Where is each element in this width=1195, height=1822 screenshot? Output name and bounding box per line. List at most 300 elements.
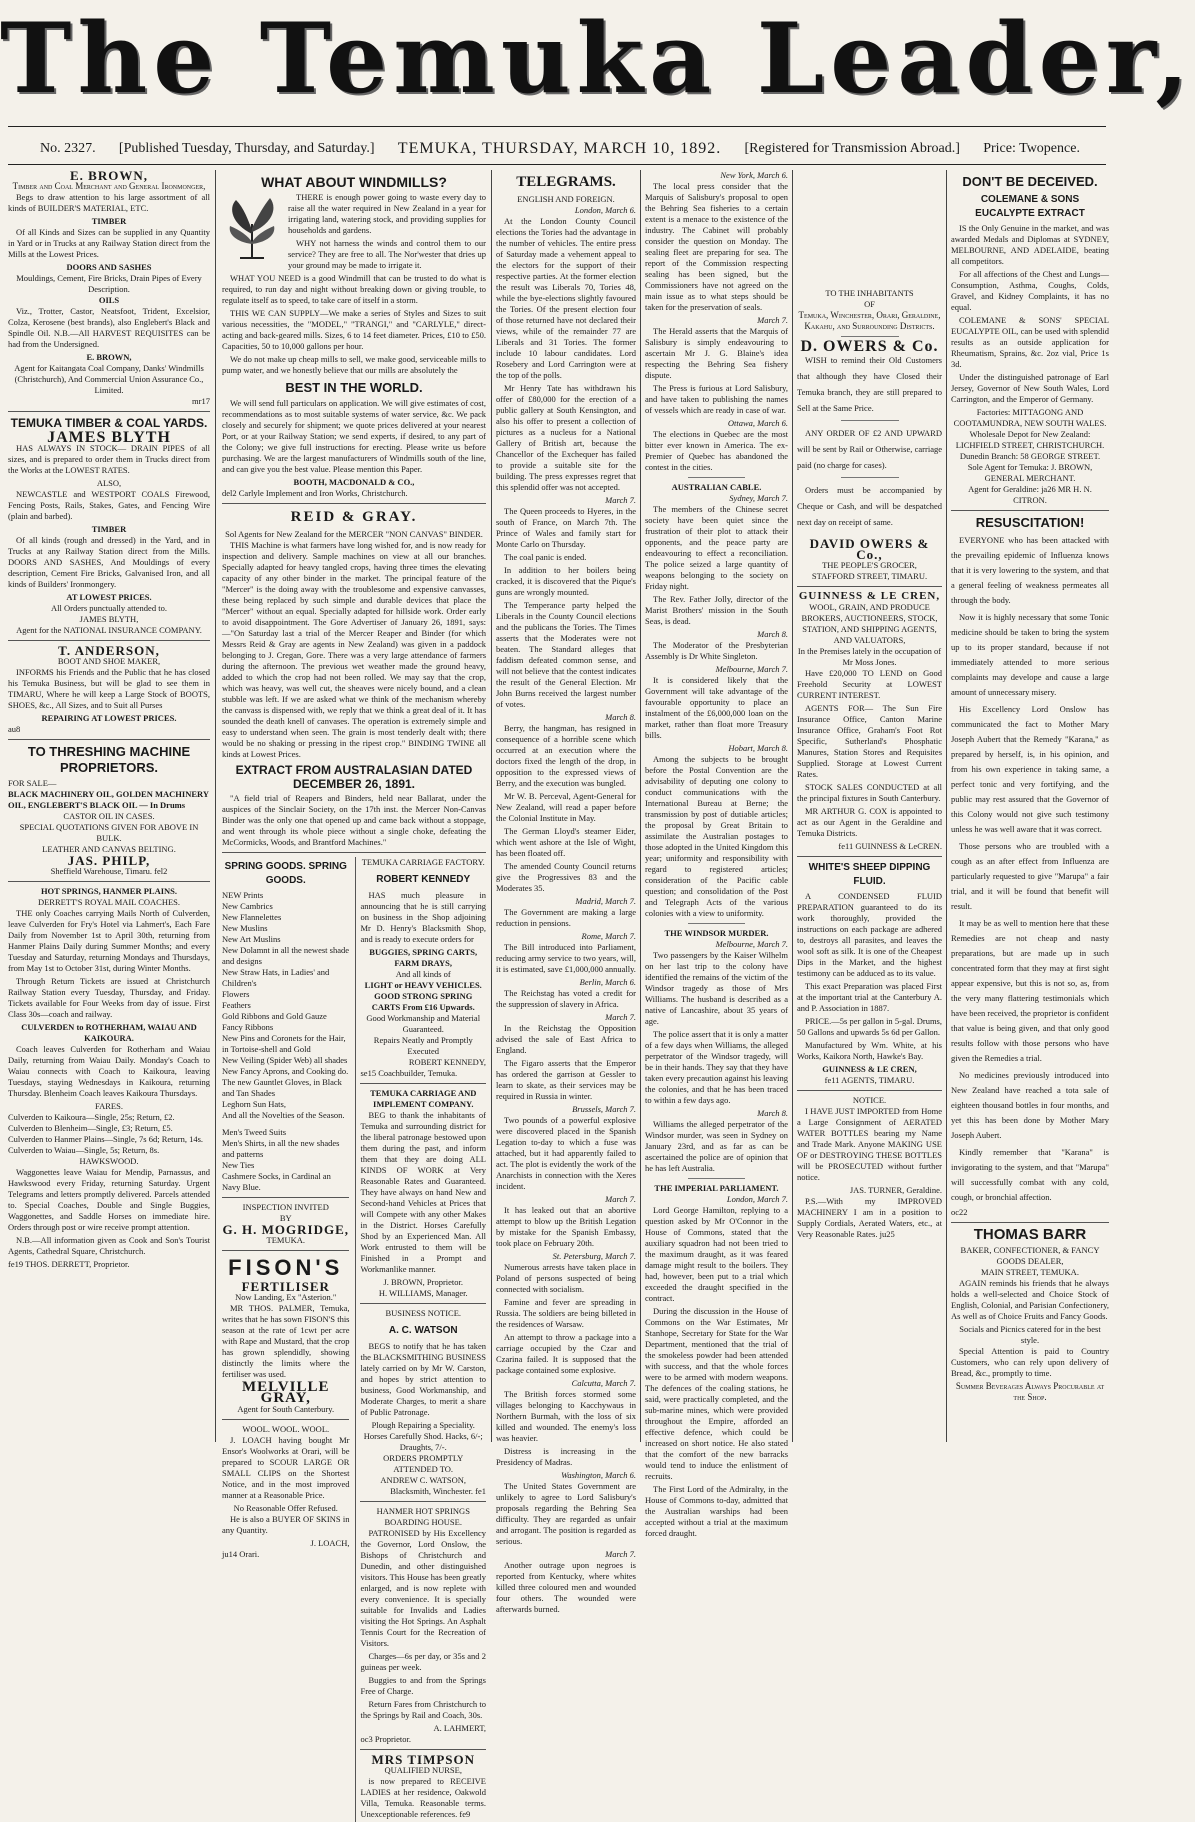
barr-text: AGAIN reminds his friends that he always holds a well-selected and Choice Stock of English, Colonial, and Parisian Confectionery, As well as of Choice Fruits and Fancy Goods. <box>951 1278 1109 1321</box>
guinness-agents: AGENTS FOR— The Sun Fire Insurance Office, Canton Marine Insurance Office, Graham's Foot Rot Specific, Sutherland's Phosphatic Manures, Station Stores and Requisites Supplied. Storage at Lowest Current Rates. <box>797 703 942 779</box>
brown-oils-text: Viz., Trotter, Castor, Neatsfoot, Trident, Excelsior, Colza, Kerosene (best brands), also Englebert's Black and Spindle Oil. N.B.—All HARVEST REQUISITES can be had from the Undersigned. <box>8 306 210 349</box>
blyth-also: ALSO, <box>96 478 122 488</box>
springs-fare: Culverden to Waiau—Single, 5s; Return, 8s. <box>8 1145 160 1155</box>
telegram-dateline: March 7. <box>605 1194 636 1204</box>
timpson-text: is now prepared to RECEIVE LADIES at her residence, Oakwold Villa, Temuka. Reasonable terms. Unexceptionable references. fe9 <box>360 1776 486 1819</box>
masthead-title: The Temuka Leader, <box>0 2 1195 115</box>
watson-role: Blacksmith, Winchester. fe1 <box>390 1486 486 1496</box>
cable-dateline: Melbourne, March 7. <box>715 939 788 949</box>
resus-paragraph: Now it is highly necessary that some Tonic medicine should be taken to bring the system up to its proper standard, because if not immediately attended to more serious complaints may develope and cause a large amount of unnecessary misery. <box>951 612 1109 697</box>
brown-subtitle: Timber and Coal Merchant and General Ironmonger, <box>12 181 206 191</box>
windmills-why: WHY not harness the winds and control them to our service? They are free to all. The Nor'wester that dries up your ground may be made to irrigate it. <box>288 238 486 270</box>
springs-hawkswood-heading: HAWKSWOOD. <box>79 1156 139 1166</box>
watson-signature: ANDREW C. WATSON, <box>380 1475 467 1485</box>
separator <box>8 739 210 740</box>
windmills-best: BEST IN THE WORLD. <box>285 380 423 395</box>
threshing-special: SPECIAL QUOTATIONS GIVEN FOR ABOVE IN BULK. <box>19 822 199 843</box>
resus-paragraph: Kindly remember that "Karana" is invigorating to the system, and that "Marupa" will successfully combat with any cold, cough, or bronchial affection. <box>951 1147 1109 1202</box>
telegram-paragraph: The Queen proceeds to Hyeres, in the south of France, on March 7th. The Prince of Wales and family start for Monte Carlo on Thursday. <box>496 506 636 549</box>
implement-sign-1: J. BROWN, Proprietor. <box>383 1277 464 1287</box>
carriage-block <box>355 857 486 1822</box>
springs-subheading: DERRETT'S ROYAL MAIL COACHES. <box>37 897 181 907</box>
melville-title: MELVILLE GRAY, <box>242 1379 330 1406</box>
fisons-landing: Now Landing, Ex "Asterion." <box>235 1292 337 1302</box>
brown-title: E. BROWN, <box>70 168 148 183</box>
telegram-paragraph: The Figaro asserts that the Emperor has ordered the garrison at Gessler to learn to skate, as their services may be required in Russia in winter. <box>496 1058 636 1101</box>
threshing-heading: TO THRESHING MACHINE PROPRIETORS. <box>27 744 191 775</box>
telegram-dateline: March 7. <box>605 1012 636 1022</box>
blyth-prices: AT LOWEST PRICES. <box>66 592 152 602</box>
wool-signature: J. LOACH, <box>310 1538 350 1548</box>
telegram-paragraph: Berry, the hangman, has resigned in consequence of a horrible scene which occurred at an execution where the doctors fixed the length of the drop, in opposition to the expressed views of Berry, and the execution was bungled. <box>496 723 636 788</box>
spring-item: New Art Muslins <box>222 934 281 944</box>
telegram-dateline: Washington, March 6. <box>561 1470 636 1480</box>
springs-nb: N.B.—All information given as Cook and Son's Tourist Agents, Cathedral Square, Christchurch. <box>8 1235 210 1256</box>
watson-heading: BUSINESS NOTICE. <box>385 1308 462 1318</box>
fisons-title: FISON'S <box>228 1255 344 1280</box>
resus-ref: oc22 <box>951 1207 968 1217</box>
hanmer-signature: A. LAHMERT, <box>433 1723 486 1733</box>
cable-paragraph: The First Lord of the Admiralty, in the House of Commons to-day, admitted that the Australian warships had been accepted without a trial at the maximum forced draught. <box>645 1484 788 1538</box>
telegram-dateline: Madrid, March 7. <box>575 896 636 906</box>
brown-signature: E. BROWN, <box>86 352 132 362</box>
telegram-paragraph: At the London County Council elections the Tories had the advantage in the number of vehicles. The entire press of Saturday made a vehement appeal to the electors for the support of their respective parties. At the former election the result was Liberals 70, Tories 48, while the bye-elections slightly favoured the Tories. Of the present election four of those returned have not declared their views, while of the remainder 77 are Liberals and 31 Tories. The former include 10 labour candidates. Lord Rosebery and Lord Carrington were at the top of the polls. <box>496 216 636 380</box>
telegram-paragraph: The British forces stormed some villages belonging to Kacchywaus in Northern Burmah, with the loss of six killed and wounded. The enemy's loss was heavier. <box>496 1389 636 1443</box>
blyth-coal: NEWCASTLE and WESTPORT COALS Firewood, Fencing Posts, Rails, Stakes, Gates, and Fencing Wire (plain and barbed). <box>8 489 210 521</box>
kennedy-text: HAS much pleasure in announcing that he is still carrying on business in the Shop adjoining Mr D. Henry's Blacksmith Shop, and is ready to execute orders for <box>360 890 486 944</box>
telegram-paragraph: Mr W. B. Perceval, Agent-General for New Zealand, will read a paper before the Colonial Institute in May. <box>496 791 636 823</box>
watson-orders: ORDERS PROMPTLY ATTENDED TO. <box>383 1453 464 1474</box>
cable-paragraph: The elections in Quebec are the most bitter ever known in America. The ex-Premier of Quebec has abandoned the contest in the cities. <box>645 429 788 472</box>
barr-socials: Socials and Picnics catered for in the best style. <box>959 1324 1101 1345</box>
windmills-p3: We will send full particulars on application. We will give estimates of cost, recommendations as to most suitable systems of water service, &c. We pack closely and securely for shipment; we quote prices delivered at your nearest Port, or at your Railway Station; we send experts, if desired, to any part of the Colony; we give full instructions for erecting. Please write us before purchasing. We are the largest manufacturers of Windmills south of the line, and can give you the best value. Please mention this Paper. <box>222 398 486 474</box>
resus-paragraph: It may be as well to mention here that these Remedies are not cheap and nasty preparations, but are made up in such concentrated form that they may at first sight appear expensive, but this is not so, as, from the very many flattering testimonials which have been received, the proprietor is confident that value is being given, and that only good results follow with those persons who have given the Remedies a trial. <box>951 918 1109 1063</box>
resus-paragraph: His Excellency Lord Onslow has communicated the fact to Mother Mary Joseph Aubert that the Remedy "Karana," as prepared by herself, is, in his opinion, and from his own experience in taking same, a perfect tonic and very fortifying, and the public may rest assured that the Governor of this Colony would not give such testimony unless he was well aware that it was correct. <box>951 704 1109 834</box>
watson-text: BEGS to notify that he has taken the BLACKSMITHING BUSINESS lately carried on by Mr W. Carston, and hopes by strict attention to business, Good Workmanship, and Moderate Charges, to merit a share of Public Patronage. <box>360 1341 486 1417</box>
barr-subtitle: BAKER, CONFECTIONER, & FANCY GOODS DEALER, <box>960 1245 1100 1266</box>
wool-heading: WOOL. WOOL. WOOL. <box>242 1424 330 1434</box>
separator <box>688 477 745 478</box>
windmills-best-note: We do not make up cheap mills to sell, we make good, serviceable mills to pump water, and we honestly believe that our mills are absolutely the <box>222 354 486 375</box>
imperial-parliament-heading: THE IMPERIAL PARLIAMENT. <box>654 1183 779 1193</box>
hanmer-charges: Charges—6s per day, or 35s and 2 guineas per week. <box>360 1651 486 1672</box>
cable-dateline: Melbourne, March 7. <box>715 664 788 674</box>
cable-dateline: Hobart, March 8. <box>728 743 788 753</box>
column-2 <box>222 170 486 1819</box>
windmills-signature-2: del2 Carlyle Implement and Iron Works, Christchurch. <box>222 488 408 498</box>
reid-heading: REID & GRAY. <box>290 509 418 525</box>
telegram-paragraph: The United States Government are unlikely to agree to Lord Salisbury's proposals regarding the Behring Sea difficulty. They are regarded as unfair and arrogant. The position is regarded as serious. <box>496 1481 636 1546</box>
separator <box>841 336 899 337</box>
cable-paragraph: The Rev. Father Jolly, director of the Marist Brothers' mission in the South Seas, is dead. <box>645 594 788 626</box>
kennedy-work: Good Workmanship and Material Guaranteed. <box>366 1013 481 1034</box>
sheep-made: Manufactured by Wm. White, at his Works, Kaikora North, Hawke's Bay. <box>797 1040 942 1061</box>
masthead <box>0 0 1195 118</box>
resus-paragraph: No medicines previously introduced into New Zealand have reached a tota sale of eighteen thousand bottles in four months, and yet this has been done by Mother Mary Joseph Aubert. <box>951 1070 1109 1140</box>
blyth-agent: Agent for the NATIONAL INSURANCE COMPANY. <box>16 625 202 635</box>
spring-item: New Dolamnt in all the newest shade and designs <box>222 945 349 966</box>
carriage-heading: TEMUKA CARRIAGE FACTORY. <box>361 857 485 867</box>
plant-illustration <box>222 194 282 260</box>
spring-men-item: Cashmere Socks, in Cardinal an Navy Blue. <box>222 1171 331 1192</box>
column-rule <box>946 170 947 1442</box>
guinness-premises: In the Premises lately in the occupation of Mr Moss Jones. <box>797 646 942 667</box>
cable-paragraph: The Herald asserts that the Marquis of Salisbury is simply endeavouring to ascertain Mr J. G. Blaine's idea respecting the Behring Sea fishery dispute. <box>645 326 788 380</box>
spring-item: New Muslins <box>222 923 268 933</box>
fisons-text: MR THOS. PALMER, Temuka, writes that he has sown FISON'S this season at the rate of 1cwt per acre with Rape and Mustard, that the crop has grown splendidly, showing distinctly the limits where the fertiliser was used. <box>222 1303 350 1379</box>
turner-ps: P.S.—With my IMPROVED MACHINERY I am in a position to Supply Cordials, Aerated Waters, etc., at Very Reasonable Rates. ju25 <box>797 1196 942 1239</box>
spring-item: New Veiling (Spider Web) all shades <box>222 1055 348 1065</box>
spring-goods-block <box>222 857 349 1822</box>
sheep-signature: GUINNESS & LE CREN, <box>822 1064 917 1074</box>
barr-street: MAIN STREET, TEMUKA. <box>981 1267 1079 1277</box>
watson-horses: Horses Carefully Shod. Hacks, 6/-; Draughts, 7/-. <box>363 1431 483 1452</box>
fisons-subtitle: FERTILISER <box>241 1279 330 1294</box>
windmills-need: WHAT YOU NEED is a good Windmill that can be trusted to do what is required, to run day and night without breaking down or giving trouble, to regulate itself as to speed, to take care of itself in a storm. <box>222 273 486 305</box>
telegram-dateline: March 7. <box>605 495 636 505</box>
cable-dateline: March 7. <box>757 315 788 325</box>
owers-order: ANY ORDER OF £2 AND UPWARD will be sent by Rail or Otherwise, carriage paid (no charge for cases). <box>797 428 942 470</box>
hanmer-role: oc3 Proprietor. <box>360 1734 412 1744</box>
springs-culverden: CULVERDEN to ROTHERHAM, WAIAU AND KAIKOURA. <box>21 1022 197 1043</box>
telegram-paragraph: In addition to her boilers being cracked, it is discovered that the Pique's guns are wrongly mounted. <box>496 565 636 597</box>
mogridge-by: BY <box>279 1213 292 1223</box>
blyth-heading: TEMUKA TIMBER & COAL YARDS. <box>10 416 208 430</box>
separator <box>688 1178 745 1179</box>
masthead-rule <box>8 126 1106 127</box>
kennedy-role: se15 Coachbuilder, Temuka. <box>360 1068 458 1078</box>
hanmer-fares: Return Fares from Christchurch to the Springs by Rail and Coach, 30s. <box>360 1699 486 1720</box>
windmills-heading: WHAT ABOUT WINDMILLS? <box>261 174 447 190</box>
eucalypte-for: For all affections of the Chest and Lungs—Consumption, Asthma, Coughs, Colds, Gravel, and Kidney Complaints, it has no equal. <box>951 269 1109 312</box>
sheep-agents: fe11 AGENTS, TIMARU. <box>824 1075 915 1085</box>
hanmer-heading: HANMER HOT SPRINGS BOARDING HOUSE. <box>376 1506 470 1527</box>
philp-title: JAS. PHILP, <box>67 853 151 868</box>
threshing-castor: CASTOR OIL IN CASES. <box>63 811 155 821</box>
eucalypte-agent: Sole Agent for Temuka: J. BROWN, GENERAL MERCHANT. <box>967 462 1093 483</box>
separator <box>688 923 745 924</box>
brown-oils-heading: OILS <box>98 295 120 305</box>
mogridge-town: TEMUKA. <box>266 1235 305 1245</box>
threshing-sale: FOR SALE— <box>8 778 57 788</box>
spring-item: Leghorn Sun Hats, <box>222 1099 286 1109</box>
spring-heading: SPRING GOODS. SPRING GOODS. <box>224 861 347 886</box>
telegram-paragraph: Mr Henry Tate has withdrawn his offer of £80,000 for the erection of a public gallery at South Kensington, and also his offer to present a collection of pictures as a nucleus for a National Gallery of British art, because the Chancellor of the Exchequer has failed to provide a suitable site for the building. The press expresses regret that this splendid offer was not accepted. <box>496 383 636 492</box>
springs-fare: Culverden to Blenheim—Single, £3; Return, £5. <box>8 1123 173 1133</box>
sheep-text: A CONDENSED FLUID PREPARATION guaranteed to do its work thoroughly, provided the instructions on each package are adhered to, destroys all parasites, and leaves the wool soft as silk. It is one of the Cheapest Dips in the Market, and the highest testimony can be adduced as to its value. <box>797 891 942 978</box>
guinness-lend: Have £20,000 TO LEND on Good Freehold Security at LOWEST CURRENT INTEREST. <box>797 668 942 700</box>
spring-item: New Fancy Aprons, and Cooking do. <box>222 1066 349 1076</box>
implement-heading: TEMUKA CARRIAGE AND IMPLEMENT COMPANY. <box>370 1088 477 1109</box>
cable-paragraph: Two passengers by the Kaiser Wilhelm on her last trip to the colony have identified the remains of the victim of the Windsor tragedy as those of Mrs Williams. The husband is described as a native of Lancashire, about 35 years of age. <box>645 950 788 1026</box>
threshing-leather: LEATHER AND CANVAS BELTING. <box>42 844 176 854</box>
eucalypte-geraldine: Agent for Geraldine: ja26 MR H. N. CITRON. <box>968 484 1092 505</box>
telegram-dateline: Rome, March 7. <box>581 931 636 941</box>
separator <box>222 852 486 853</box>
eucalypte-factories: Factories: MITTAGONG AND COOTAMUNDRA, NEW SOUTH WALES. <box>953 407 1107 428</box>
telegram-paragraph: It has leaked out that an abortive attempt to blow up the British Legation by mistake for the Spanish Embassy, took place on February 20th. <box>496 1205 636 1248</box>
telegram-paragraph: The amended County Council returns give the Progressives 83 and the Moderates 35. <box>496 861 636 893</box>
threshing-oils: BLACK MACHINERY OIL, GOLDEN MACHINERY OIL, ENGLEBERT'S BLACK OIL — In Drums <box>8 789 209 810</box>
cable-paragraph: The members of the Chinese secret society have been quiet since the frustration of their plot to attack their opponents, and the peace party are endeavouring to effect a reconciliation. The police seized a large quantity of weapons belonging to the society on Friday night. <box>645 504 788 591</box>
telegram-dateline: Calcutta, March 7. <box>571 1378 636 1388</box>
brown-doors-heading: DOORS AND SASHES <box>66 262 152 272</box>
eucalypte-heading: COLEMANE & SONS EUCALYPTE EXTRACT <box>975 194 1085 219</box>
kennedy-all: And all kinds of <box>395 969 451 979</box>
telegrams-heading: TELEGRAMS. <box>516 174 616 190</box>
telegram-dateline: March 7. <box>605 1549 636 1559</box>
sheep-price: PRICE.—5s per gallon in 5-gal. Drums, 50 Gallons and upwards 5s 6d per Gallon. <box>797 1016 942 1037</box>
cable-dateline: Ottawa, March 6. <box>727 418 788 428</box>
blyth-orders: All Orders punctually attended to. <box>51 603 167 613</box>
australian-cable-heading: AUSTRALIAN CABLE. <box>671 482 762 492</box>
registration: [Registered for Transmission Abroad.] <box>744 141 960 156</box>
guinness-subtitle: WOOL, GRAIN, AND PRODUCE BROKERS, AUCTIONEERS, STOCK, STATION, AND SHIPPING AGENTS, AND VALUATORS, <box>801 602 938 645</box>
windmills-signature: BOOTH, MACDONALD & CO., <box>293 477 415 487</box>
deceived-heading: DON'T BE DECEIVED. <box>962 174 1098 189</box>
separator <box>360 1083 486 1084</box>
spring-item: New Cambrics <box>222 901 273 911</box>
telegram-dateline: Berlin, March 6. <box>579 977 636 987</box>
cable-paragraph: The police assert that it is only a matter of a few days when Williams, the alleged perpetrator of the Windsor tragedy, will be in their hands. They say that they have taken every precaution against his leaving the colonies, and that he has been traced to within a few days ago. <box>645 1029 788 1105</box>
telegram-dateline: Brussels, March 7. <box>572 1104 636 1114</box>
spring-item: Gold Ribbons and Gold Gauze <box>222 1011 327 1021</box>
guinness-sales: STOCK SALES CONDUCTED at all the principal fixtures in South Canterbury. <box>797 782 942 803</box>
eucalypte-oil: COLEMANE & SONS' SPECIAL EUCALYPTE OIL, can be used with splendid results as an outside application for Rheumatism, Sprains, &c. 2oz vial, Price 1s 3d. <box>951 315 1109 369</box>
watson-title: A. C. WATSON <box>388 1325 458 1336</box>
mogridge-title: G. H. MOGRIDGE, <box>222 1222 350 1237</box>
place-date: TEMUKA, THURSDAY, MARCH 10, 1892. <box>397 140 722 157</box>
cable-paragraph: The Moderator of the Presbyterian Assembly is Dr White Singleton. <box>645 640 788 661</box>
column-cables <box>645 170 788 1538</box>
spring-item: New Straw Hats, in Ladies' and Children's <box>222 967 330 988</box>
wool-buyer: He is also a BUYER OF SKINS in any Quantity. <box>222 1514 350 1535</box>
windmills-p1: THERE is enough power going to waste every day to raise all the water required in New Zealand in a year for irrigating land, watering stock, and providing supplies for households and gardens. <box>288 192 486 235</box>
column-rule <box>792 170 793 1442</box>
cable-paragraph: The local press consider that the Marquis of Salisbury's proposal to open the Behring Sea fisheries to a certain extent is a menace to the existence of the industry. The Cabinet will probably consider the question on Monday. The sealing fleet are preparing for sea. The report of the Commission respecting sealing has been signed, but the Commissioners have not agreed on the main issue as to what steps should be taken for the preservation of seals. <box>645 181 788 312</box>
owers-street: STAFFORD STREET, TIMARU. <box>811 571 928 581</box>
telegram-dateline: March 8. <box>605 712 636 722</box>
springs-heading: HOT SPRINGS, HANMER PLAINS. <box>40 886 178 896</box>
springs-signature: fe19 THOS. DERRETT, Proprietor. <box>8 1259 130 1269</box>
spring-item: New Flannelettes <box>222 912 282 922</box>
separator <box>222 503 486 504</box>
brown-timber-heading: TIMBER <box>91 216 127 226</box>
windmills-supply: THIS WE CAN SUPPLY—We make a series of Styles and Sizes to suit various necessities, the "MODEL," "TRANGI," and "CARLYLE," direct-acting and back-geared mills. Sizes, 6 to 14 feet diameter. Prices, £10 to £50. Capacities, 50 to 10,000 gallons per hour. <box>222 308 486 351</box>
owers-to: TO THE INHABITANTS <box>825 288 914 298</box>
kennedy-light: LIGHT or HEAVY VEHICLES. <box>364 980 482 990</box>
owers-signature: DAVID OWERS & Co., <box>809 536 930 562</box>
issue-number: No. 2327. <box>40 141 96 156</box>
brown-agent: Agent for Kaitangata Coal Company, Danks' Windmills (Christchurch), And Commercial Union Assurance Co., Limited. <box>14 363 204 395</box>
guinness-title: GUINNESS & LE CREN, <box>798 590 941 602</box>
turner-signature: JAS. TURNER, Geraldine. <box>849 1185 942 1195</box>
timpson-title: MRS TIMPSON <box>371 1752 476 1767</box>
extract-text: "A field trial of Reapers and Binders, held near Ballarat, under the auspices of the Sinclair Society, on the 17th inst. the Mercer Non-Canvas Binder was the only one that opened up and came back without a stoppage, and went through its whole piece without a single choke, defeating the McCormicks, Woods, and Brantford Machines." <box>222 793 486 847</box>
springs-fares-heading: FARES. <box>95 1101 123 1111</box>
cable-paragraph: During the discussion in the House of Commons on the War Estimates, Mr Stanhope, Secretary for State for the War Department, mentioned that the trial of the smokeless powder had been attended with success, and that the whole forces were to be armed with modern weapons. The defences of the coaling stations, he said, were practically completed, and the sub-marine mines, which were provided throughout the Empire, afforded an effective defence, which could be increased on short notice. He also stated that the comfort of the new barracks would tend to induce the enlistment of recruits. <box>645 1306 788 1481</box>
separator <box>841 477 899 478</box>
resus-paragraph: EVERYONE who has been attacked with the prevailing epidemic of Influenza knows that it is very lowering to the system, and that a general feeling of weakness permeates all through the body. <box>951 535 1109 605</box>
spring-men-item: New Ties <box>222 1160 255 1170</box>
guinness-signature: fe11 GUINNESS & LeCREN. <box>838 841 942 851</box>
owers-title: D. OWERS & Co. <box>800 338 939 355</box>
kennedy-repairs: Repairs Neatly and Promptly Executed <box>373 1035 473 1056</box>
telegram-paragraph: The Bill introduced into Parliament, reducing army service to two years, will, it is estimated, save £1,000,000 annually. <box>496 942 636 974</box>
extract-heading: EXTRACT FROM AUSTRALASIAN DATED DECEMBER 26, 1891. <box>235 763 473 791</box>
sheep-heading: WHITE'S SHEEP DIPPING FLUID. <box>808 862 931 887</box>
sheep-place: This exact Preparation was placed First at the important trial at the Canterbury A. and P. Association in 1887. <box>797 981 942 1013</box>
separator <box>360 1303 486 1304</box>
implement-text: BEG to thank the inhabitants of Temuka and surrounding district for the liberal patronage bestowed upon them during the past, and inform them that they are doing ALL KINDS OF WORK at Very Reasonable Rates and Guaranteed. They have always on hand New and Second-hand Vehicles at Prices that will Compete with any other Makes in the District. Horses Carefully Shod by an Experienced Man. All Work entrusted to them will be Finished in a Prompt and Workmanlike manner. <box>360 1110 486 1274</box>
anderson-title: T. ANDERSON, <box>58 643 160 658</box>
telegram-dateline: London, March 6. <box>574 205 636 215</box>
turner-text: I HAVE JUST IMPORTED from Home a Large Consignment of AERATED WATER BOTTLES bearing my Name and Trade Mark. Anyone MAKING USE OF or DESTROYING THESE BOTTLES will be PROSECUTED without further notice. <box>797 1106 942 1182</box>
separator <box>951 1222 1109 1223</box>
spring-item: The new Gauntlet Gloves, in Black and Tan Shades <box>222 1077 342 1098</box>
telegram-paragraph: Famine and fever are spreading in Russia. The soldiers are being billeted in the residences of Warsaw. <box>496 1297 636 1329</box>
separator <box>360 1749 486 1750</box>
separator <box>951 510 1109 511</box>
blyth-timber-heading: TIMBER <box>91 524 127 534</box>
telegram-paragraph: Two pounds of a powerful explosive were discovered placed in the Spanish Legation to-day to which a fuse was attached, but it had apparently failed to act. The plot is evidently the work of the Anarchists in connection with the Xeres incident. <box>496 1115 636 1191</box>
anderson-repair: REPAIRING AT LOWEST PRICES. <box>41 713 177 723</box>
cable-paragraph: Williams the alleged perpetrator of the Windsor murder, was seen in Sydney on January 23rd, and as far as can be ascertained the police are of opinion that he has left Australia. <box>645 1119 788 1173</box>
reid-agents: Sol Agents for New Zealand for the MERCER "NON CANVAS" BINDER. <box>225 529 483 539</box>
springs-text: THE only Coaches carrying Mails North of Culverden, leave Culverden for Fry's Hotel via Lahmert's, Each Fare Daily from November 1st to April 30th, returning from Hanmer Plains Daily during Summer Months; and every Tuesday and Saturday, returning Mondays and Thursdays, from May 1st to October 31st, during Winter Months. <box>8 908 210 973</box>
telegram-paragraph: The Government are making a large reduction in pensions. <box>496 907 636 928</box>
column-rule <box>491 170 492 1442</box>
separator <box>797 586 942 587</box>
column-1 <box>8 170 210 1442</box>
spring-item: NEW Prints <box>222 890 264 900</box>
cable-dateline: London, March 7. <box>726 1194 788 1204</box>
turner-heading: NOTICE. <box>852 1095 887 1105</box>
owers-of: OF <box>864 299 875 309</box>
eucalypte-depot: Wholesale Depot for New Zealand: LICHFIELD STREET, CHRISTCHURCH. <box>955 429 1105 450</box>
column-7 <box>951 170 1109 1442</box>
spring-men-item: Men's Shirts, in all the new shades and patterns <box>222 1138 340 1159</box>
cable-dateline: Sydney, March 7. <box>729 493 788 503</box>
separator <box>222 1197 349 1198</box>
column-6 <box>797 170 942 1442</box>
watson-plough: Plough Repairing a Speciality. <box>371 1420 475 1430</box>
guinness-cox: MR ARTHUR G. COX is appointed to act as our Agent in the Geraldine and Temuka Districts. <box>797 806 942 838</box>
telegram-paragraph: Distress is increasing in the Presidency of Madras. <box>496 1446 636 1467</box>
wool-refused: No Reasonable Offer Refused. <box>233 1503 338 1513</box>
publication-days: [Published Tuesday, Thursday, and Saturday.] <box>118 141 375 156</box>
anderson-ref: au8 <box>8 724 21 734</box>
spring-men-item: Men's Tweed Suits <box>222 1127 287 1137</box>
spring-item: New Pins and Coronets for the Hair, in Tortoise-shell and Gold <box>222 1033 346 1054</box>
separator <box>8 640 210 641</box>
column-rule <box>215 170 216 1442</box>
brown-ref: mr17 <box>192 396 210 406</box>
springs-fare: Culverden to Kaikoura—Single, 25s; Return, £2. <box>8 1112 175 1122</box>
kennedy-buggies: BUGGIES, SPRING CARTS, FARM DRAYS, <box>369 947 478 968</box>
telegram-paragraph: Numerous arrests have taken place in Poland of persons suspected of being connected with socialism. <box>496 1262 636 1294</box>
cable-paragraph: It is considered likely that the Government will take advantage of the favourable opportunity to place an instalment of the £6,000,000 loan on the market, rather than float more Treasury bills. <box>645 675 788 740</box>
column-telegrams <box>496 170 636 1614</box>
spring-item: Flowers <box>222 989 250 999</box>
owers-cheque: Orders must be accompanied by Cheque or Cash, and will be despatched next day on receipt of same. <box>797 485 942 527</box>
wool-town: ju14 Orari. <box>222 1549 260 1559</box>
telegram-paragraph: In the Reichstag the Opposition advised the sale of East Africa to England. <box>496 1023 636 1055</box>
spring-item: Feathers <box>222 1000 251 1010</box>
separator <box>222 1250 349 1251</box>
cable-paragraph: Lord George Hamilton, replying to a question asked by Mr O'Connor in the House of Commons, stated that the auxiliary squadron had not been tried to the maximum draught, as it was feared damage might result to the boilers. They had, however, been put to a trial which exceeded the draught specified in the contract. <box>645 1205 788 1303</box>
eucalypte-patron: Under the distinguished patronage of Earl Jersey, Governor of New South Wales, Lord Carrington, and the Emperor of Germany. <box>951 372 1109 404</box>
barr-summer: Summer Beverages Always Procurable at the Shop. <box>955 1381 1105 1402</box>
cable-paragraph: The Press is furious at Lord Salisbury, and have taken to publishing the names of vessels which are ready in case of war. <box>645 383 788 415</box>
philp-subtitle: Sheffield Warehouse, Timaru. fel2 <box>50 866 168 876</box>
owers-subtitle: THE PEOPLE'S GROCER, <box>822 560 917 570</box>
owers-places: Temuka, Winchester, Orari, Geraldine, Kakahu, and Surrounding Districts. <box>798 310 941 331</box>
telegram-paragraph: Another outrage upon negroes is reported from Kentucky, where whites killed three coloured men and wounded four others. The wounded were afterwards burned. <box>496 1560 636 1614</box>
hanmer-buggies: Buggies to and from the Springs Free of Charge. <box>360 1675 486 1696</box>
telegram-paragraph: The Temperance party helped the Liberals in the County Council elections and the publicans the Tories. The Times asserts that the Moderates were not beaten. The Standard alleges that faddism defeated common sense, and will not believe that the contest indicates the result of the General Election. Mr John Burns received the largest number of votes. <box>496 600 636 709</box>
brown-timber-text: Of all Kinds and Sizes can be supplied in any Quantity in Yard or in Trucks at any Railway Station direct from the Mills at the Lowest Prices. <box>8 227 210 259</box>
telegram-paragraph: The coal panic is ended. <box>504 552 587 562</box>
wool-text: J. LOACH having bought Mr Ensor's Woolworks at Orari, will be prepared to SCOUR LARGE OR SMALL CLIPS on the Shortest Notice, and in the most improved manner at a Reasonable Price. <box>222 1435 350 1500</box>
cable-dateline: New York, March 6. <box>720 170 788 180</box>
springs-hawkswood: Waggonettes leave Waiau for Mendip, Parnassus, and Hawkswood every Friday, returning Saturday. Urgent Telegrams and letters promptly delivered. Parcels attended to. Special Coaches, Double and Single Buggies, Waggonettes, and Saddle Horses on immediate hire. Orders through post or wire receive prompt attention. <box>8 1167 210 1232</box>
eucalypte-text: IS the Only Genuine in the market, and was awarded Medals and Diplomas at SYDNEY, MELBOURNE, AND ADELAIDE, beating all competitors. <box>951 223 1109 266</box>
anderson-text: INFORMS his Friends and the Public that he has closed his Temuka Business, but will be glad to see them in TIMARU, Where he will keep a Large Stock of BOOTS, SHOES, &c., All Sizes, and to Suit all Purses <box>8 667 210 710</box>
telegrams-subheading: ENGLISH AND FOREIGN. <box>517 194 615 204</box>
telegram-paragraph: The German Lloyd's steamer Eider, which went ashore at the Isle of Wight, has been floated off. <box>496 826 636 858</box>
separator <box>8 881 210 882</box>
column-rule <box>640 170 641 1442</box>
cable-dateline: March 8. <box>757 629 788 639</box>
telegram-paragraph: The Reichstag has voted a credit for the suppression of slavery in Africa. <box>496 988 636 1009</box>
dateline-rule <box>8 164 1106 165</box>
implement-sign-2: H. WILLIAMS, Manager. <box>378 1288 468 1298</box>
kennedy-good: GOOD STRONG SPRING CARTS From £16 Upwards. <box>371 991 475 1012</box>
blyth-timber: Of all kinds (rough and dressed) in the Yard, and in Trucks at any Railway Station direct from the Mills. DOORS AND SASHES, And Mouldings of every description, Cement Fire Bricks, Galvanised Iron, and all kinds of Builders' Ironmongery. <box>8 535 210 589</box>
blyth-title: JAMES BLYTH <box>47 429 171 446</box>
reid-text: THIS Machine is what farmers have long wished for, and is now ready for inspection and delivery. Sample machines on view at all our branches. Specially adapted for heavy tangled crops, having three times the elevating capacity of any other binder in the market. The principal feature of the "Mercer" is the doing away with the troublesome and expensive canvasses, these being replaced by such simple and durable devices that place the "Mercer" without an equal. Specially adapted for hillside work. Order early to avoid disappointment. The Gore Advertiser of January 26, 1891, says:—"On Saturday last a trial of the Mercer Reaper and Binder (for which Messrs Reid & Gray are agents in New Zealand) was given in a paddock belonging to J. Cregan, Gore. There was a very large attendance of farmers during the afternoon. The previous wet weather made the ground heavy, added to which the crop had not been rolled. We may say that the crop, which was heavy, was well cut, the sheaves were nicely bound, and a clean stubble was left. If we are asked what we think of the mechanism whereby the canvass is dispensed with, we reply that we think a great deal of it. It has sounded the death knell of canvases. The operation is extremely simple and easy to understand when seen. The grain is most tenderly dealt with; there would be no shaking or pressing in the ripest crop." BINDING TWINE all kinds at Lowest Prices. <box>222 540 486 759</box>
cable-dateline: March 8. <box>757 1108 788 1118</box>
blyth-signature: JAMES BLYTH, <box>79 614 139 624</box>
separator <box>8 411 210 412</box>
brown-intro: Begs to draw attention to his large assortment of all kinds of BUILDER'S MATERIAL, ETC. <box>8 192 210 213</box>
owers-text: WISH to remind their Old Customers that although they have Closed their Temuka branch, they are still prepared to Sell at the Same Price. <box>797 355 942 413</box>
separator <box>222 1419 349 1420</box>
resuscitation-heading: RESUSCITATION! <box>975 515 1085 530</box>
resus-paragraph: Those persons who are troubled with a cough as an after effect from Influenza are particularly requested to give "Marupa" a fair trial, and it will be found that benefit will result. <box>951 841 1109 911</box>
melville-subtitle: Agent for South Canterbury. <box>237 1404 335 1414</box>
mogridge-invite: INSPECTION INVITED <box>242 1202 329 1212</box>
springs-fare: Culverden to Hanmer Plains—Single, 7s 6d; Return, 14s. <box>8 1134 204 1144</box>
eucalypte-dunedin: Dunedin Branch: 58 GEORGE STREET. <box>959 451 1101 461</box>
dateline <box>40 138 1080 160</box>
telegram-paragraph: An attempt to throw a package into a carriage occupied by the Czar and Czarina failed. It is supposed that the package contained some explosive. <box>496 1332 636 1375</box>
springs-through: Through Return Tickets are issued at Christchurch Railway Station every Tuesday, Thursday, and Friday. Tickets available for Four Weeks from day of issue. First Class 30s—coach and railway. <box>8 976 210 1019</box>
separator <box>841 420 899 421</box>
spring-item: Fancy Ribbons <box>222 1022 274 1032</box>
anderson-subtitle: BOOT AND SHOE MAKER, <box>57 656 161 666</box>
hanmer-text: PATRONISED by His Excellency the Governor, Lord Onslow, the Bishops of Christchurch and Dunedin, and other distinguished visitors. This House has been greatly enlarged, and is now replete with every convenience. It is specially suitable for Invalids and Ladies visiting the Hot Springs. An Asphalt Tennis Court for the Recreation of Visitors. <box>360 1528 486 1648</box>
kennedy-title: ROBERT KENNEDY <box>376 874 471 885</box>
barr-title: THOMAS BARR <box>973 1226 1087 1243</box>
brown-doors-text: Mouldings, Cement, Fire Bricks, Drain Pipes of Every Description. <box>16 273 202 294</box>
cable-paragraph: Among the subjects to be brought before the Postal Convention are the advisability of deputing one colony to conduct communications with the International Bureau at Berne; the transmission by post of dutiable articles; the proposal by Great Britain to assimilate the Australian postages to those adopted in the United Kingdom this year; uniformity and responsibility with regard to registered articles; consideration of the Pacific cable question; and consolidation of the Post and Telegraph Acts of the various colonies with a view to uniformity. <box>645 754 788 918</box>
telegram-dateline: St. Petersburg, March 7. <box>552 1251 636 1261</box>
kennedy-signature: ROBERT KENNEDY, <box>408 1057 486 1067</box>
blyth-intro: HAS ALWAYS IN STOCK— DRAIN PIPES of all sizes, and is prepared to order them in Trucks direct from the Works at the LOWEST RATES. <box>8 443 210 475</box>
spring-item: And all the Novelties of the Season. <box>222 1110 345 1120</box>
